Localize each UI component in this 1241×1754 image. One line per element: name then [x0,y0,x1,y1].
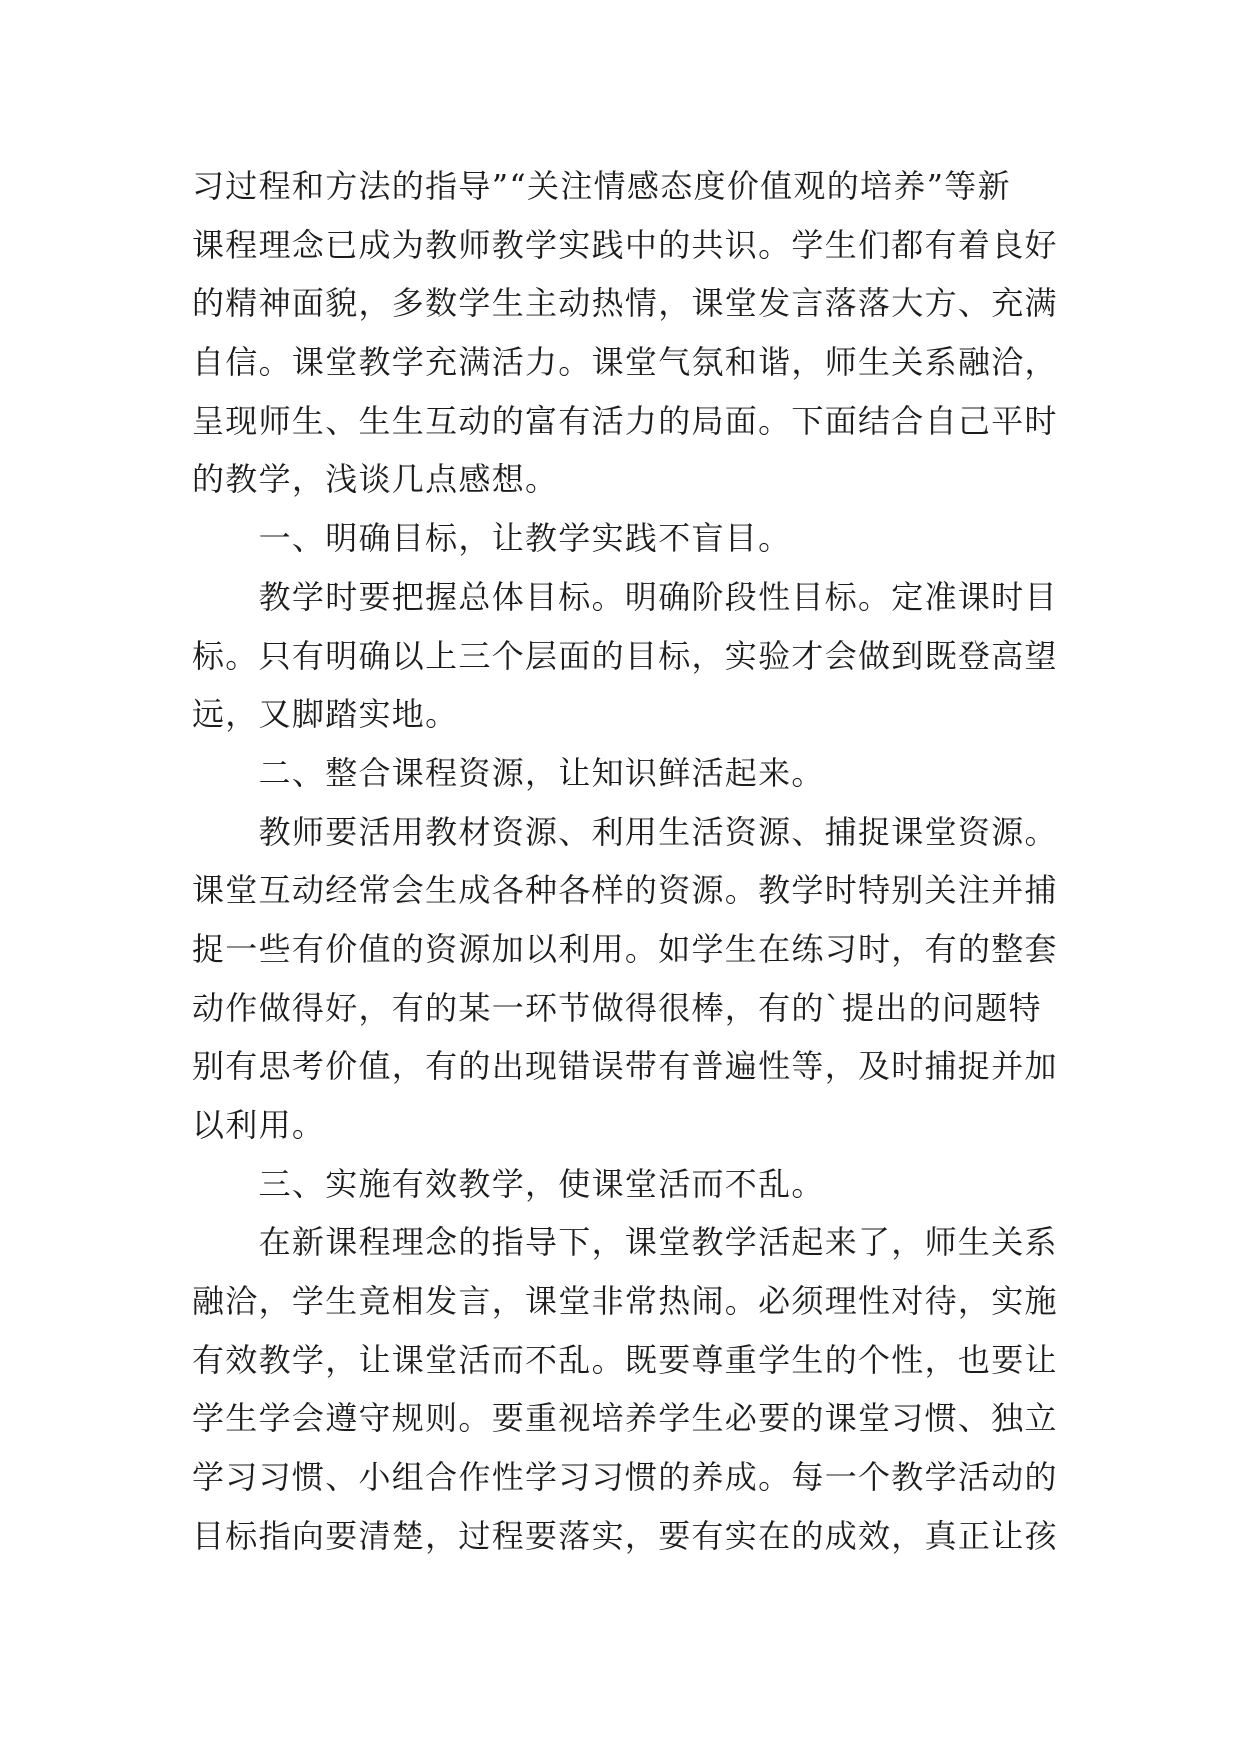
text-line: 在新课程理念的指导下，课堂教学活起来了，师生关系 [258,1223,1058,1262]
text-line: 学习习惯、小组合作性学习习惯的养成。每一个教学活动的 [192,1458,1058,1497]
text-line: 以利用。 [192,1106,326,1144]
section-heading-text: 一、明确目标，让教学实践不盲目。 [258,519,792,558]
text-line: 学生学会遵守规则。要重视培养学生必要的课堂习惯、独立 [192,1399,1058,1438]
section-heading-2 [192,744,1072,803]
paragraph-section-2 [192,803,1072,1155]
section-heading-text: 二、整合课程资源，让知识鲜活起来。 [258,753,825,792]
body-text [192,157,1072,1566]
paragraph-section-1 [192,568,1072,744]
text-line: 目标指向要清楚，过程要落实，要有实在的成效，真正让孩 [192,1516,1058,1555]
text-line: 习过程和方法的指导”“关注情感态度价值观的培养”等新 [192,167,1011,205]
text-line: 有效教学，让课堂活而不乱。既要尊重学生的个性，也要让 [192,1340,1058,1379]
text-line: 自信。课堂教学充满活力。课堂气氛和谐，师生关系融洽， [192,343,1058,382]
text-line: 远，又脚踏实地。 [192,695,459,734]
text-line: 教学时要把握总体目标。明确阶段性目标。定准课时目 [258,577,1058,616]
text-line: 融洽，学生竟相发言，课堂非常热闹。必须理性对待，实施 [192,1282,1058,1321]
text-line: 呈现师生、生生互动的富有活力的局面。下面结合自己平时 [192,401,1058,440]
text-line: 标。只有明确以上三个层面的目标，实验才会做到既登高望 [192,636,1058,675]
paragraph-intro-continued [192,157,1072,509]
section-heading-text: 三、实施有效教学，使课堂活而不乱。 [258,1164,825,1203]
text-line: 教师要活用教材资源、利用生活资源、捕捉课堂资源。 [258,812,1058,851]
text-line: 动作做得好，有的某一环节做得很棒，有的`提出的问题特 [192,988,1042,1027]
text-line: 课程理念已成为教师教学实践中的共识。学生们都有着良好 [192,225,1058,264]
text-line: 捉一些有价值的资源加以利用。如学生在练习时，有的整套 [192,929,1058,968]
text-line: 别有思考价值，有的出现错误带有普遍性等，及时捕捉并加 [192,1047,1058,1086]
section-heading-1 [192,509,1072,568]
text-line: 的精神面貌，多数学生主动热情，课堂发言落落大方、充满 [192,284,1058,323]
paragraph-section-3 [192,1213,1072,1565]
text-line: 课堂互动经常会生成各种各样的资源。教学时特别关注并捕 [192,871,1058,910]
text-line: 的教学，浅谈几点感想。 [192,460,559,499]
section-heading-3 [192,1155,1072,1214]
